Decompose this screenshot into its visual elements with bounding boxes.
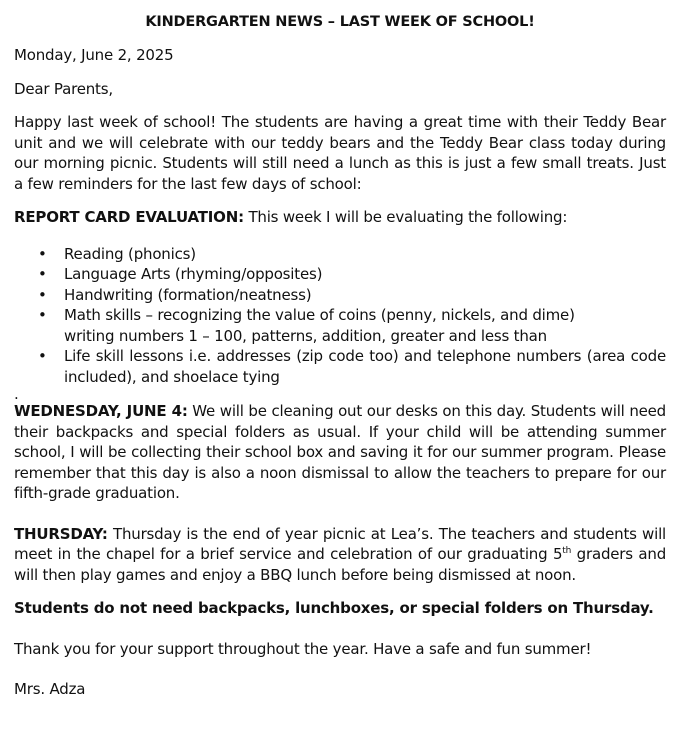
- stray-dot: .: [14, 385, 19, 403]
- thursday-paragraph: [14, 524, 666, 586]
- signature: Mrs. Adza: [14, 680, 86, 698]
- wednesday-paragraph: [14, 401, 666, 504]
- greeting: Dear Parents,: [14, 79, 113, 98]
- closing-line: Thank you for your support throughout the year. Have a safe and fun summer!: [14, 639, 592, 658]
- report-card-heading: REPORT CARD EVALUATION:: [14, 208, 244, 226]
- intro-paragraph: Happy last week of school! The students are having a great time with their Teddy Bear unit and we will celebrate with our teddy bears and the Teddy Bear class today during our morning picnic. Students will still need a lunch as this is just a few small treats. Just a few reminders for the last few days of school:: [14, 113, 666, 193]
- thursday-note: Students do not need backpacks, lunchboxes, or special folders on Thursday.: [14, 599, 654, 617]
- report-card-text: This week I will be evaluating the following:: [243, 208, 568, 226]
- letter-date: Monday, June 2, 2025: [14, 46, 174, 64]
- letter-title: KINDERGARTEN NEWS – LAST WEEK OF SCHOOL!: [145, 14, 535, 30]
- thursday-heading: THURSDAY:: [14, 524, 108, 543]
- list-item: • Language Arts (rhyming/opposites): [14, 264, 666, 285]
- evaluation-list: [14, 244, 666, 388]
- list-item: • Reading (phonics): [14, 244, 666, 265]
- wednesday-text: We will be cleaning out our desks on this day. Students will need their backpacks and special folders as usual. If your child will be attending summer school, I will be collecting their school box and saving it for our summer program. Please remember that this day is also a noon dismissal to allow the teachers to prepare for our fifth-grade graduation.: [14, 402, 667, 502]
- wednesday-heading: WEDNESDAY, JUNE 4:: [14, 402, 188, 420]
- thursday-superscript: th: [562, 546, 572, 556]
- letter: [14, 12, 666, 715]
- list-item: • Handwriting (formation/neatness): [14, 285, 666, 306]
- list-item: • Math skills – recognizing the value of coins (penny, nickels, and dime) writing numbers 1 – 100, patterns, addition, greater and less than: [14, 305, 666, 346]
- thursday-text-before: Thursday is the end of year picnic at Lea’s. The teachers and students will meet in the chapel for a brief service and celebration of our graduating 5: [14, 524, 666, 563]
- thursday-text-after: graders and will then play games and enjoy a BBQ lunch before being dismissed at noon.: [14, 545, 667, 584]
- report-card-paragraph: [14, 207, 666, 228]
- list-item: • Life skill lessons i.e. addresses (zip code too) and telephone numbers (area code included), and shoelace tying: [14, 346, 666, 387]
